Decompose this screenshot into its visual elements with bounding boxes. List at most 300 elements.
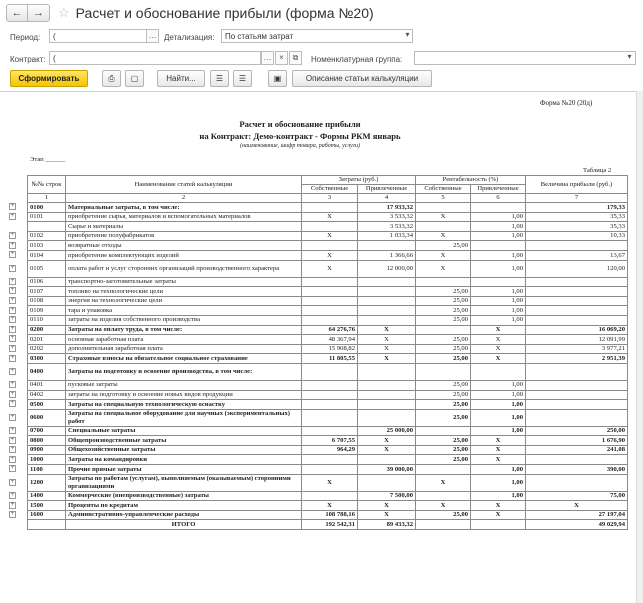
table-cell: 0900 — [28, 445, 66, 455]
table-label: Таблица 2 — [583, 167, 612, 174]
table-cell: 1,00 — [471, 380, 526, 390]
table-cell: 1,00 — [471, 390, 526, 400]
table-cell: 0109 — [28, 306, 66, 316]
expand-row-icon[interactable]: + — [10, 287, 15, 294]
expand-row-icon[interactable]: + — [10, 345, 15, 352]
table-row — [28, 231, 628, 241]
table-cell — [302, 315, 358, 325]
table-cell: 1,00 — [471, 315, 526, 325]
chevron-down-icon[interactable]: ▾ — [405, 30, 410, 39]
table-cell: 0106 — [28, 277, 66, 287]
table-row — [28, 306, 628, 316]
expand-row-icon[interactable]: + — [10, 264, 15, 271]
table-cell: 25,00 — [416, 306, 471, 316]
group-expand-icon[interactable]: ☰ — [210, 70, 229, 87]
expand-row-icon[interactable]: + — [10, 381, 15, 388]
table-cell: 25,00 — [416, 315, 471, 325]
table-row — [28, 335, 628, 345]
nomen-label: Номенклатурная группа: — [311, 55, 403, 64]
table-cell: X — [302, 212, 358, 222]
table-cell: X — [358, 354, 416, 364]
table-cell: X — [302, 474, 358, 491]
table-row — [28, 296, 628, 306]
form-number: Форма №20 (20д) — [540, 99, 593, 107]
contract-field[interactable]: ( — [49, 51, 261, 65]
table-cell: 179,33 — [526, 203, 628, 213]
table-cell — [358, 455, 416, 465]
table-cell: 2 951,39 — [526, 354, 628, 364]
table-cell: 0105 — [28, 260, 66, 277]
table-cell — [358, 306, 416, 316]
table-cell: X — [471, 325, 526, 335]
table-cell: 25,00 — [416, 335, 471, 345]
table-row — [28, 203, 628, 213]
table-cell: 0700 — [28, 426, 66, 436]
table-cell: 0107 — [28, 287, 66, 297]
table-cell: X — [358, 501, 416, 511]
table-cell: 25,00 — [416, 510, 471, 520]
group-collapse-icon[interactable]: ☰ — [233, 70, 252, 87]
table-cell: 25,00 — [416, 409, 471, 426]
table-cell: 25,00 — [416, 436, 471, 446]
table-cell: 964,29 — [302, 445, 358, 455]
expand-row-icon[interactable]: + — [10, 277, 15, 284]
table-cell: энергия на технологические цели — [66, 296, 302, 306]
table-row — [28, 250, 628, 260]
table-cell — [526, 315, 628, 325]
table-cell: 0101 — [28, 212, 66, 222]
table-cell: 27 197,04 — [526, 510, 628, 520]
expand-row-icon[interactable]: + — [10, 335, 15, 342]
table-cell — [526, 409, 628, 426]
table-cell: 25,00 — [416, 390, 471, 400]
table-cell: 12 091,99 — [526, 335, 628, 345]
table-cell: Страховые взносы на обязательное социальное страхование — [66, 354, 302, 364]
table-cell: X — [358, 436, 416, 446]
period-field[interactable]: ( — [49, 29, 147, 43]
table-row — [28, 354, 628, 364]
preview-icon[interactable]: ▢ — [125, 70, 144, 87]
col-number: 6 — [471, 194, 526, 203]
table-cell — [358, 296, 416, 306]
table-cell — [358, 474, 416, 491]
table-cell: 1,00 — [471, 212, 526, 222]
table-cell — [416, 203, 471, 213]
table-cell: X — [416, 250, 471, 260]
table-cell: X — [471, 445, 526, 455]
description-button[interactable]: Описание статьи калькуляции — [292, 70, 432, 87]
table-cell: приобретение комплектующих изделий — [66, 250, 302, 260]
table-row — [28, 212, 628, 222]
table-cell: Общехозяйственные затраты — [66, 445, 302, 455]
save-icon[interactable]: ▣ — [268, 70, 287, 87]
table-cell: X — [471, 455, 526, 465]
expand-row-icon[interactable]: + — [10, 491, 15, 498]
table-cell: 0500 — [28, 400, 66, 410]
table-cell: 25,00 — [416, 296, 471, 306]
col-number: 3 — [302, 194, 358, 203]
expand-row-icon[interactable]: + — [10, 478, 15, 485]
table-cell — [302, 363, 358, 380]
table-cell: 0100 — [28, 203, 66, 213]
table-cell — [526, 296, 628, 306]
col-header-profitability: Рентабельность (%) — [416, 176, 526, 185]
table-cell: 1,00 — [471, 491, 526, 501]
table-row — [28, 344, 628, 354]
table-cell — [302, 426, 358, 436]
period-select-button[interactable]: … — [146, 29, 159, 43]
table-cell: оплата работ и услуг сторонних организаций производственного характера — [66, 260, 302, 277]
table-cell: Прочие прямые затраты — [66, 465, 302, 475]
table-cell: 39 000,00 — [358, 465, 416, 475]
table-cell: X — [471, 344, 526, 354]
table-cell — [358, 287, 416, 297]
table-cell: X — [358, 335, 416, 345]
table-cell: 16 069,20 — [526, 325, 628, 335]
table-cell: 0108 — [28, 296, 66, 306]
table-cell: X — [358, 445, 416, 455]
table-cell: X — [416, 501, 471, 511]
table-cell — [302, 491, 358, 501]
expand-row-icon[interactable]: + — [10, 325, 15, 332]
expand-row-icon[interactable]: + — [10, 400, 15, 407]
table-row — [28, 510, 628, 520]
table-cell: X — [471, 354, 526, 364]
table-cell: 1,00 — [471, 306, 526, 316]
table-cell: 0104 — [28, 250, 66, 260]
report-subtitle: (наименование, шифр товара, работы, услуги) — [239, 143, 361, 149]
table-cell — [28, 222, 66, 232]
table-cell: 0300 — [28, 354, 66, 364]
print-icon[interactable]: ⎙ — [102, 70, 121, 87]
table-cell — [416, 426, 471, 436]
col-header-own2: Собственные — [416, 185, 471, 194]
table-cell: 1,00 — [471, 260, 526, 277]
table-row — [28, 222, 628, 232]
table-cell — [416, 222, 471, 232]
col-header-num: №№ строк — [28, 176, 66, 194]
table-cell: 192 542,31 — [302, 520, 358, 530]
table-cell: 49 029,94 — [526, 520, 628, 530]
table-cell: дополнительная заработная плата — [66, 344, 302, 354]
table-cell: Затраты на оплату труда, в том числе: — [66, 325, 302, 335]
table-cell: X — [471, 501, 526, 511]
table-cell: Общепроизводственные затраты — [66, 436, 302, 446]
table-cell: 0400 — [28, 363, 66, 380]
table-cell: Административно-управленческие расходы — [66, 510, 302, 520]
table-cell: 1,00 — [471, 400, 526, 410]
table-cell — [302, 390, 358, 400]
vertical-scrollbar[interactable] — [636, 91, 643, 603]
table-cell: 25,00 — [416, 400, 471, 410]
table-cell: 1500 — [28, 501, 66, 511]
table-cell: приобретение полуфабрикатов — [66, 231, 302, 241]
expand-row-icon[interactable]: + — [10, 212, 15, 219]
nomen-field[interactable] — [414, 51, 636, 65]
table-cell: 1,00 — [471, 287, 526, 297]
table-row — [28, 491, 628, 501]
table-cell: 25,00 — [416, 445, 471, 455]
table-cell — [358, 380, 416, 390]
col-header-attracted: Привлеченные — [358, 185, 416, 194]
expand-row-icon[interactable]: + — [10, 465, 15, 472]
table-cell — [416, 325, 471, 335]
expand-row-icon[interactable]: + — [10, 203, 15, 210]
table-cell: X — [358, 325, 416, 335]
expand-row-icon[interactable]: + — [10, 367, 15, 374]
table-row — [28, 260, 628, 277]
table-cell: затраты на изделия собственного производства — [66, 315, 302, 325]
table-cell — [302, 222, 358, 232]
expand-row-icon[interactable]: + — [10, 436, 15, 443]
table-cell: 89 433,32 — [358, 520, 416, 530]
table-cell — [302, 277, 358, 287]
page-title: Расчет и обоснование прибыли (форма №20) — [75, 5, 374, 21]
detail-label: Детализация: — [164, 33, 215, 42]
table-cell — [526, 390, 628, 400]
table-row — [28, 380, 628, 390]
table-cell: 1,00 — [471, 426, 526, 436]
table-cell — [471, 277, 526, 287]
expand-row-icon[interactable]: + — [10, 316, 15, 323]
table-cell — [526, 241, 628, 251]
table-row — [28, 409, 628, 426]
table-cell: 35,33 — [526, 222, 628, 232]
table-cell — [302, 203, 358, 213]
table-cell: 1600 — [28, 510, 66, 520]
table-cell — [416, 491, 471, 501]
table-cell — [416, 277, 471, 287]
table-cell: приобретение сырья, материалов и вспомогательных материалов — [66, 212, 302, 222]
col-number: 5 — [416, 194, 471, 203]
expand-row-icon[interactable]: + — [10, 241, 15, 248]
table-cell: 241,08 — [526, 445, 628, 455]
col-header-costs: Затраты (руб.) — [302, 176, 416, 185]
table-cell — [471, 241, 526, 251]
table-cell: 0800 — [28, 436, 66, 446]
col-header-name: Наименование статей калькуляции — [66, 176, 302, 194]
table-cell: X — [302, 250, 358, 260]
expand-row-icon[interactable]: + — [10, 251, 15, 258]
table-cell: 25,00 — [416, 380, 471, 390]
expand-row-icon[interactable]: + — [10, 232, 15, 239]
table-row — [28, 465, 628, 475]
table-cell: пусковые затраты — [66, 380, 302, 390]
table-cell: X — [471, 436, 526, 446]
table-cell — [302, 241, 358, 251]
table-cell: X — [302, 260, 358, 277]
expand-row-icon[interactable]: + — [10, 413, 15, 420]
table-cell — [526, 363, 628, 380]
table-cell: X — [358, 344, 416, 354]
table-cell: 1200 — [28, 474, 66, 491]
col-number: 4 — [358, 194, 416, 203]
table-cell: 13,67 — [526, 250, 628, 260]
table-cell: Затраты на специальное оборудование для научных (экспериментальных) работ — [66, 409, 302, 426]
table-cell: 390,00 — [526, 465, 628, 475]
table-cell: Затраты на командировки — [66, 455, 302, 465]
expand-row-icon[interactable]: + — [10, 306, 15, 313]
table-cell: 25 000,00 — [358, 426, 416, 436]
favorite-star-icon[interactable]: ☆ — [58, 5, 70, 20]
table-row — [28, 501, 628, 511]
col-number: 1 — [28, 194, 66, 203]
table-row — [28, 325, 628, 335]
table-cell — [526, 306, 628, 316]
table-cell: Коммерческие (внепроизводственные) затраты — [66, 491, 302, 501]
table-cell: 25,00 — [416, 241, 471, 251]
contract-select-button[interactable]: … — [261, 51, 274, 65]
table-cell: 1,00 — [471, 474, 526, 491]
table-cell: 0102 — [28, 231, 66, 241]
table-row — [28, 400, 628, 410]
table-cell: 7 500,00 — [358, 491, 416, 501]
table-cell: Затраты по работам (услугам), выполняемым (оказываемым) сторонними организациями — [66, 474, 302, 491]
table-cell: 1 033,34 — [358, 231, 416, 241]
table-cell: 1,00 — [471, 465, 526, 475]
expand-row-icon[interactable]: + — [10, 390, 15, 397]
report-title: Расчет и обоснование прибыли — [239, 119, 361, 129]
table-cell: затраты на подготовку и освоение новых видов продукции — [66, 390, 302, 400]
forward-arrow-icon[interactable]: → — [28, 4, 50, 22]
table-row — [28, 474, 628, 491]
table-row — [28, 436, 628, 446]
table-cell: 0200 — [28, 325, 66, 335]
table-cell: 0600 — [28, 409, 66, 426]
table-row — [28, 277, 628, 287]
table-cell: 1,00 — [471, 222, 526, 232]
table-cell — [302, 400, 358, 410]
table-cell: Затраты на специальную технологическую оснастку — [66, 400, 302, 410]
expand-row-icon[interactable]: + — [10, 297, 15, 304]
table-cell: возвратные отходы — [66, 241, 302, 251]
table-cell: X — [416, 260, 471, 277]
table-cell: 250,00 — [526, 426, 628, 436]
table-row — [28, 315, 628, 325]
table-cell: 25,00 — [416, 287, 471, 297]
table-cell — [302, 306, 358, 316]
table-cell: основная заработная плата — [66, 335, 302, 345]
table-row — [28, 390, 628, 400]
table-cell: 12 000,00 — [358, 260, 416, 277]
table-cell — [471, 363, 526, 380]
table-row — [28, 241, 628, 251]
table-cell — [302, 380, 358, 390]
table-cell: 17 933,32 — [358, 203, 416, 213]
table-cell: 10,33 — [526, 231, 628, 241]
table-cell: X — [302, 501, 358, 511]
table-cell: X — [526, 501, 628, 511]
table-cell: 25,00 — [416, 354, 471, 364]
table-row — [28, 287, 628, 297]
table-cell — [526, 474, 628, 491]
table-cell: X — [471, 335, 526, 345]
clear-x-icon[interactable]: × — [275, 51, 288, 65]
table-cell — [302, 465, 358, 475]
table-cell — [358, 315, 416, 325]
table-cell: 48 367,94 — [302, 335, 358, 345]
chevron-down-icon[interactable]: ▾ — [627, 52, 632, 61]
table-cell: X — [302, 231, 358, 241]
expand-row-icon[interactable]: + — [10, 501, 15, 508]
table-cell: тара и упаковка — [66, 306, 302, 316]
table-cell: Проценты по кредитам — [66, 501, 302, 511]
table-row — [28, 426, 628, 436]
table-cell: 1,00 — [471, 231, 526, 241]
table-cell: 11 805,55 — [302, 354, 358, 364]
detail-select[interactable]: По статьям затрат — [221, 29, 413, 43]
open-icon[interactable]: ⧉ — [289, 51, 302, 65]
report-table — [27, 175, 628, 530]
table-cell — [416, 465, 471, 475]
table-row — [28, 455, 628, 465]
table-cell: Материальные затраты, в том числе: — [66, 203, 302, 213]
report-contract: на Контракт: Демо-контракт - Формы РКМ январь — [199, 131, 401, 141]
table-cell: Специальные затраты — [66, 426, 302, 436]
table-cell: 3 977,21 — [526, 344, 628, 354]
table-cell: 15 908,82 — [302, 344, 358, 354]
table-cell: 35,33 — [526, 212, 628, 222]
table-cell: 25,00 — [416, 455, 471, 465]
table-cell — [302, 455, 358, 465]
table-cell — [358, 390, 416, 400]
table-cell — [28, 520, 66, 530]
col-header-own: Собственные — [302, 185, 358, 194]
table-cell: 120,00 — [526, 260, 628, 277]
find-button[interactable]: Найти... — [157, 70, 205, 87]
col-header-profit: Величина прибыли (руб.) — [526, 176, 628, 194]
table-cell — [302, 296, 358, 306]
table-cell — [416, 363, 471, 380]
table-cell: X — [416, 474, 471, 491]
back-arrow-icon[interactable]: ← — [6, 4, 28, 22]
table-cell: 75,00 — [526, 491, 628, 501]
table-cell: 1000 — [28, 455, 66, 465]
table-cell: 0201 — [28, 335, 66, 345]
table-row — [28, 363, 628, 380]
table-cell — [416, 520, 471, 530]
table-cell: X — [471, 510, 526, 520]
table-cell: 1,00 — [471, 296, 526, 306]
expand-row-icon[interactable]: + — [10, 426, 15, 433]
period-label: Период: — [10, 33, 41, 42]
generate-button[interactable]: Сформировать — [10, 70, 88, 87]
table-cell: X — [358, 510, 416, 520]
expand-row-icon[interactable]: + — [10, 446, 15, 453]
table-cell: X — [416, 231, 471, 241]
stage-label: Этап ______ — [30, 156, 66, 163]
table-cell — [358, 363, 416, 380]
table-cell: топливо на технологические цели — [66, 287, 302, 297]
table-cell — [302, 287, 358, 297]
table-cell — [302, 409, 358, 426]
table-row — [28, 445, 628, 455]
col-number: 2 — [66, 194, 302, 203]
table-cell: 108 788,16 — [302, 510, 358, 520]
table-cell: 0110 — [28, 315, 66, 325]
expand-row-icon[interactable]: + — [10, 354, 15, 361]
expand-row-icon[interactable]: + — [10, 511, 15, 518]
table-cell: 3 533,32 — [358, 212, 416, 222]
table-cell: ИТОГО — [66, 520, 302, 530]
table-cell — [526, 277, 628, 287]
table-cell — [358, 277, 416, 287]
col-header-attracted2: Привлеченные — [471, 185, 526, 194]
expand-row-icon[interactable]: + — [10, 455, 15, 462]
table-cell — [526, 287, 628, 297]
contract-label: Контракт: — [10, 55, 46, 64]
table-cell: Затраты на подготовку и освоение производства, в том числе: — [66, 363, 302, 380]
